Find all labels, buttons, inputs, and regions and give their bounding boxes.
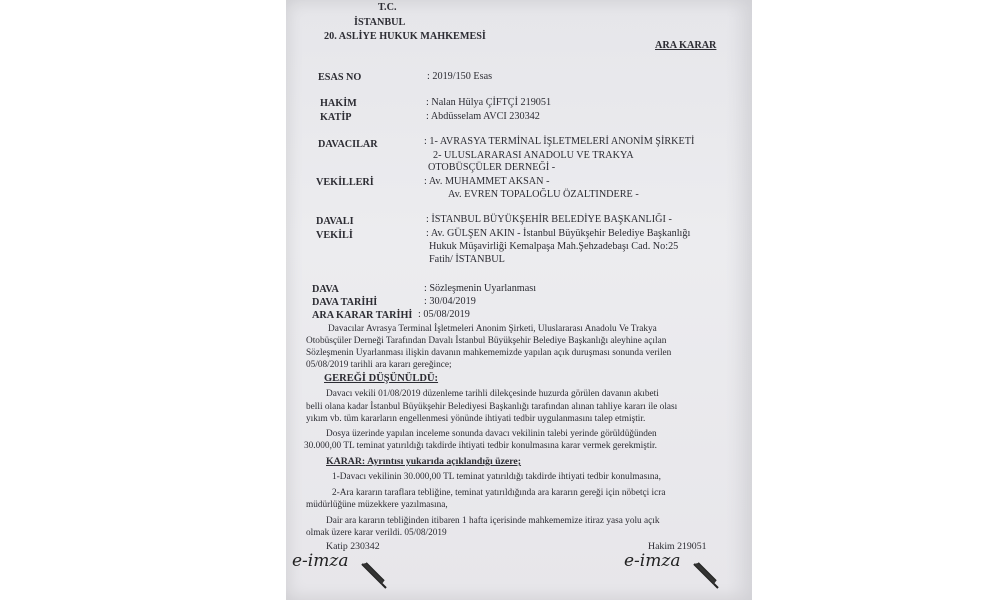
esas-no-label: ESAS NO <box>318 72 362 83</box>
header-court-name: 20. ASLİYE HUKUK MAHKEMESİ <box>324 31 486 42</box>
document-type-title: ARA KARAR <box>655 40 717 51</box>
e-imza-left-signature: e-imza <box>292 551 349 571</box>
pen-icon <box>690 560 720 590</box>
pen-icon <box>358 560 388 590</box>
davali-label: DAVALI <box>316 216 354 227</box>
paragraph-1-line-1: Davacı vekili 01/08/2019 düzenleme tarihli dilekçesinde huzurda görülen davanın akıbeti <box>326 389 659 399</box>
paragraph-1-line-2: belli olana kadar İstanbul Büyükşehir Belediyesi Başkanlığı tarafından alınan tahliye kararı ile olası <box>306 402 678 412</box>
vekili-line-1: : Av. GÜLŞEN AKIN - İstanbul Büyükşehir Belediye Başkanlığı <box>426 228 691 239</box>
davacilar-line-3: OTOBÜSÇÜLER DERNEĞİ - <box>428 162 556 173</box>
davacilar-line-1: : 1- AVRASYA TERMİNAL İŞLETMELERİ ANONİM ŞİRKETİ <box>424 136 695 147</box>
vekilleri-label: VEKİLLERİ <box>316 177 374 188</box>
vekilleri-line-2: Av. EVREN TOPALOĞLU ÖZALTINDERE - <box>448 189 639 200</box>
davacilar-line-2: 2- ULUSLARARASI ANADOLU VE TRAKYA <box>433 150 634 161</box>
dava-tarihi-label: DAVA TARİHİ <box>312 297 378 308</box>
karar-item-2-line-2: müdürlüğüne müzekkere yazılmasına, <box>306 500 448 510</box>
karar-heading <box>326 456 521 468</box>
ara-karar-tarihi-value: : 05/08/2019 <box>418 309 470 320</box>
ara-karar-tarihi-label: ARA KARAR TARİHİ <box>312 310 413 321</box>
esas-no-value: : 2019/150 Esas <box>427 71 493 82</box>
e-imza-right-signature: e-imza <box>624 551 681 571</box>
intro-line-1: Davacılar Avrasya Terminal İşletmeleri Anonim Şirketi, Uluslararası Anadolu Ve Trakya <box>328 324 657 334</box>
dava-label: DAVA <box>312 284 339 295</box>
header-city: İSTANBUL <box>354 17 406 28</box>
intro-line-3: Sözleşmenin Uyarlanması ilişkin davanın mahkememizde yapılan açık duruşması sonunda verilen <box>306 348 672 358</box>
karar-subtitle: Ayrıntısı yukarıda açıklandığı üzere; <box>365 456 522 467</box>
page-fold-shadow <box>726 0 752 600</box>
karar-item-1: 1-Davacı vekilinin 30.000,00 TL teminat yatırıldığı takdirde ihtiyati tedbir konulmasına, <box>332 472 661 482</box>
court-document-page <box>286 0 752 600</box>
paragraph-2-line-2: 30.000,00 TL teminat yatırıldığı takdirde ihtiyati tedbir konulmasına karar vermek gerekmiştir. <box>304 441 657 451</box>
header-tc: T.C. <box>378 2 397 13</box>
paragraph-1-line-3: yıkım vb. tüm kararların engellenmesi yönünde ihtiyati tedbir uygulanmasını talep etmiştir. <box>306 414 646 424</box>
hakim-value: : Nalan Hülya ÇİFTÇİ 219051 <box>426 97 552 108</box>
davali-value: : İSTANBUL BÜYÜKŞEHİR BELEDİYE BAŞKANLIĞI - <box>426 214 672 225</box>
geregi-dusunuldu-heading: GEREĞİ DÜŞÜNÜLDÜ: <box>324 373 439 384</box>
karar-closing-line-1: Dair ara kararın tebliğinden itibaren 1 hafta içerisinde mahkememize itiraz yasa yolu açık <box>326 516 660 526</box>
vekili-label: VEKİLİ <box>316 230 353 241</box>
katip-value: : Abdüsselam AVCI 230342 <box>426 111 540 122</box>
karar-label: KARAR: <box>326 456 366 467</box>
intro-line-2: Otobüsçüler Derneği Tarafından Davalı İstanbul Büyükşehir Belediye Başkanlığı aleyhine açılan <box>306 336 667 346</box>
vekili-line-2: Hukuk Müşavirliği Kemalpaşa Mah.Şehzadebaşı Cad. No:25 <box>429 241 679 252</box>
vekilleri-line-1: : Av. MUHAMMET AKSAN - <box>424 176 550 187</box>
hakim-label: HAKİM <box>320 98 357 109</box>
paragraph-2-line-1: Dosya üzerinde yapılan inceleme sonunda davacı vekilinin talebi yerinde görüldüğünden <box>326 429 657 439</box>
katip-signature-label: Katip 230342 <box>326 541 380 552</box>
katip-label: KATİP <box>320 112 352 123</box>
karar-item-2-line-1: 2-Ara kararın taraflara tebliğine, teminat yatırıldığında ara kararın gereği için nöbetçi icra <box>332 488 666 498</box>
dava-tarihi-value: : 30/04/2019 <box>424 296 476 307</box>
karar-closing-line-2: olmak üzere karar verildi. 05/08/2019 <box>306 528 447 538</box>
vekili-line-3: Fatih/ İSTANBUL <box>429 254 505 265</box>
hakim-signature-label: Hakim 219051 <box>648 541 707 552</box>
dava-value: : Sözleşmenin Uyarlanması <box>424 283 537 294</box>
davacilar-label: DAVACILAR <box>318 139 378 150</box>
intro-line-4: 05/08/2019 tarihli ara kararı gereğince; <box>306 360 452 370</box>
